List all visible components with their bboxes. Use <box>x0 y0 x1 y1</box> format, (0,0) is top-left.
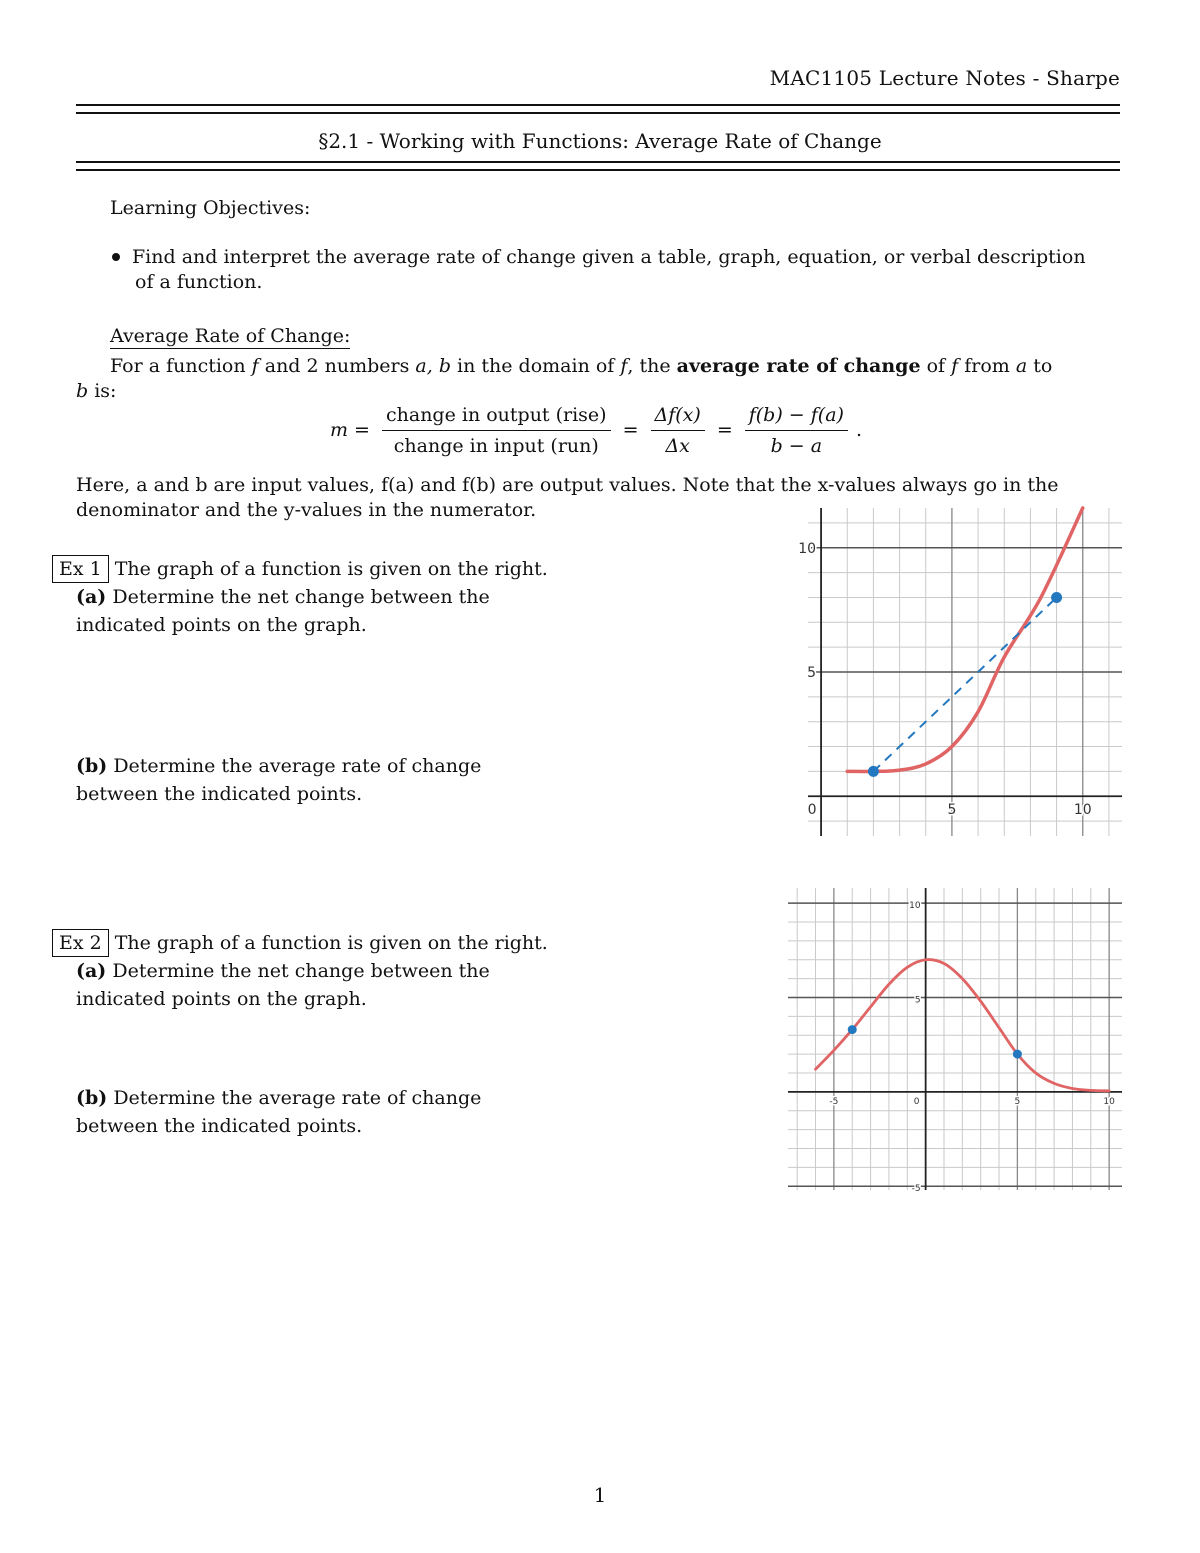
title-rule-bottom-1 <box>76 161 1120 163</box>
graph-example-1 <box>798 508 1122 836</box>
x-tick-label: 5 <box>1014 1096 1021 1107</box>
example-2-part-b: (b) Determine the average rate of change <box>76 1087 482 1109</box>
example-1-label: Ex 1 <box>52 555 109 583</box>
note-line-2: denominator and the y-values in the numerator. <box>76 499 537 521</box>
x-tick-label: 10 <box>1073 802 1092 819</box>
x-tick-label: -5 <box>829 1096 839 1107</box>
formula-fraction-delta: $\frac{\Delta f(x)}{\Delta x}$ <box>651 403 705 458</box>
definition-label: Average Rate of Change: <box>110 325 351 347</box>
example-2-part-a-cont: indicated points on the graph. <box>76 988 367 1010</box>
example-2-part-b-cont: between the indicated points. <box>76 1115 363 1137</box>
example-2-intro: Ex 2 The graph of a function is given on the right. <box>52 929 548 957</box>
objective-text: Find and interpret the average rate of change given a table, graph, equation, or verbal description <box>132 246 1086 268</box>
x-tick-label: 5 <box>947 802 957 819</box>
x-tick-label: 0 <box>913 1096 920 1107</box>
example-2-part-a: (a) Determine the net change between the <box>76 960 490 982</box>
example-1-intro: Ex 1 The graph of a function is given on the right. <box>52 555 548 583</box>
indicated-point <box>1051 592 1062 603</box>
example-2-label: Ex 2 <box>52 929 109 957</box>
example-1-part-a: (a) Determine the net change between the <box>76 586 490 608</box>
objective-text-cont: of a function. <box>135 271 263 293</box>
indicated-point <box>1013 1050 1022 1059</box>
key-term: average rate of change <box>676 355 921 377</box>
note-line-1: Here, a and b are input values, f(a) and f(b) are output values. Note that the x-values always go in the <box>76 474 1059 496</box>
section-title: §2.1 - Working with Functions: Average Rate of Change <box>318 129 882 153</box>
graph-example-2 <box>788 888 1122 1195</box>
example-1-part-a-cont: indicated points on the graph. <box>76 614 367 636</box>
rate-formula: m = $\frac{\text{change in output (rise)}}{\text{change in input (run)}}$ = $\frac{\Delta f(x)}{\Delta x}$ = $\frac{f(b) - f(a)}{b - a}$ . <box>330 403 862 457</box>
y-tick-label: -5 <box>911 1184 921 1195</box>
example-1-part-b-cont: between the indicated points. <box>76 783 363 805</box>
title-rule-top-1 <box>76 104 1120 106</box>
formula-fraction-difference: $\frac{f(b) - f(a)}{b - a}$ <box>745 403 848 458</box>
y-tick-label: 10 <box>798 540 817 557</box>
secant-line <box>873 597 1056 771</box>
x-tick-label: 10 <box>1103 1096 1115 1107</box>
example-1-part-b: (b) Determine the average rate of change <box>76 755 482 777</box>
objective-item <box>110 243 1120 271</box>
indicated-point <box>848 1025 857 1034</box>
x-tick-label: 0 <box>807 802 817 819</box>
y-tick-label: 5 <box>914 995 921 1006</box>
indicated-point <box>868 766 879 777</box>
title-rule-top-2 <box>76 112 1120 114</box>
title-rule-bottom-2 <box>76 169 1120 171</box>
definition-line-2: b is: <box>76 380 117 402</box>
learning-objectives-label: Learning Objectives: <box>110 197 311 219</box>
page-number: 1 <box>593 1483 607 1507</box>
bullet-icon <box>112 253 120 261</box>
y-tick-label: 10 <box>909 901 921 912</box>
definition-line-1: For a function f and 2 numbers a, b in the domain of f, the average rate of change of f from a to <box>110 355 1053 377</box>
formula-lhs: m = <box>330 419 370 441</box>
y-tick-label: 5 <box>807 665 817 681</box>
formula-fraction-words: $\frac{\text{change in output (rise)}}{\text{change in input (run)}}$ <box>382 403 611 458</box>
header-course: MAC1105 Lecture Notes - Sharpe <box>769 66 1120 90</box>
